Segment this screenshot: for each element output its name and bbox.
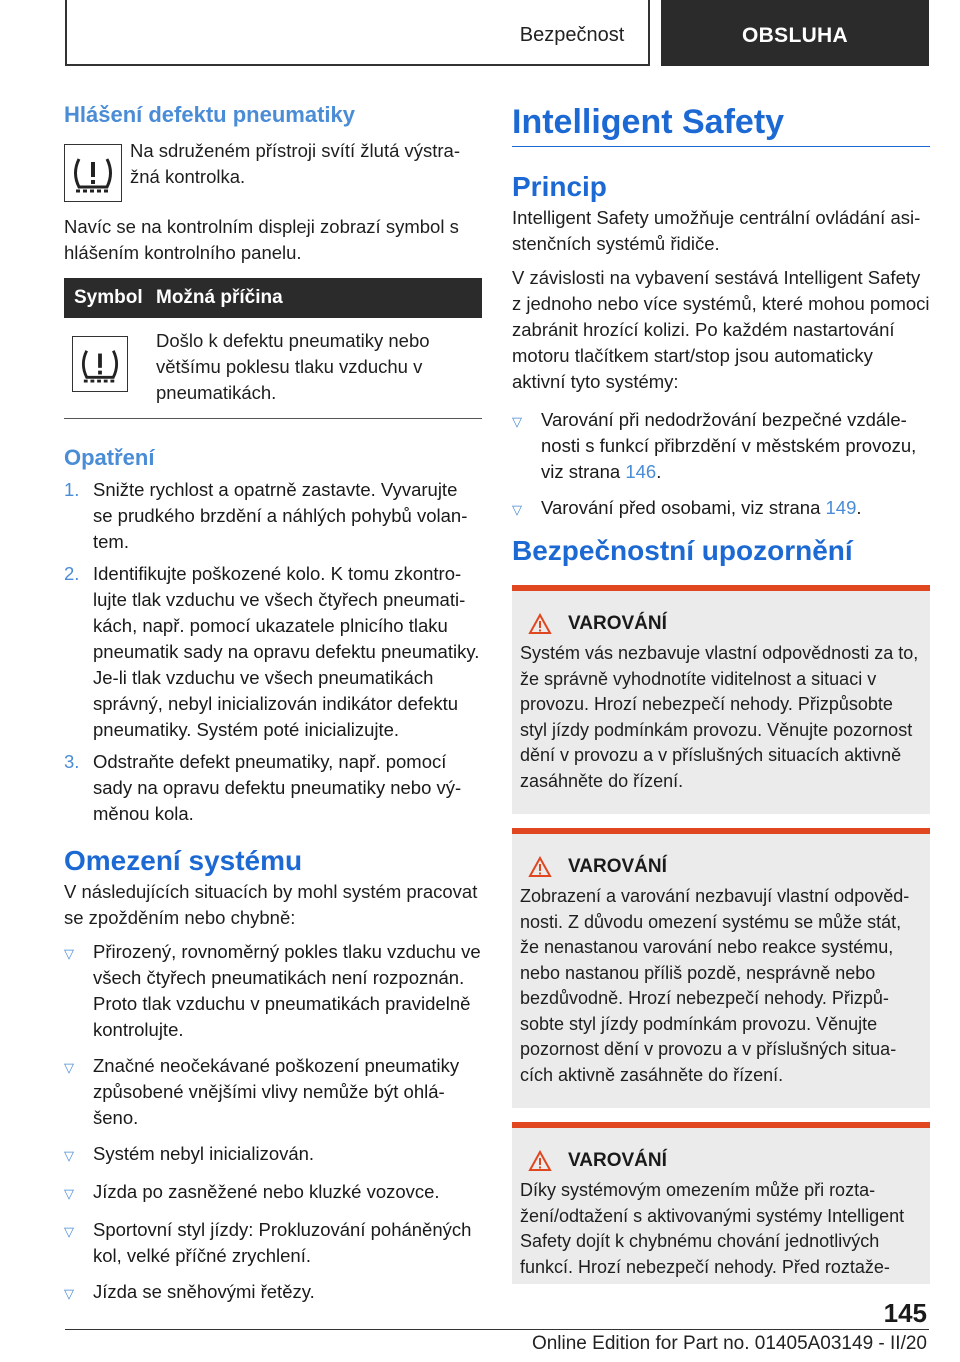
triangle-bullet-icon: ▽ [512,414,522,429]
cause-cell: Došlo k defektu pneumatiky nebo většímu poklesu tlaku vzduchu v pneumatikách. [156,330,430,403]
section-title: Intelligent Safety [512,103,785,141]
tire-pressure-warning-icon [72,336,128,392]
limit-text: Jízda po zasněžené nebo kluzké vozovce. [93,1181,440,1202]
warning-label: VAROVÁNÍ [568,856,667,877]
list-item [512,495,930,523]
limits-heading: Omezení systému [64,845,303,876]
triangle-bullet-icon: ▽ [64,1148,74,1163]
header-chapter-tab: OBSLUHA [661,0,929,66]
triangle-bullet-icon: ▽ [64,1286,74,1301]
footer-divider [65,1329,929,1330]
table-row [64,318,482,419]
cause-column-header: Možná příčina [156,287,283,308]
limit-text: Systém nebyl inicializován. [93,1143,315,1164]
warning-label: VAROVÁNÍ [568,1150,667,1171]
limits-list [64,939,482,1307]
list-item [64,1053,482,1131]
warning-label: VAROVÁNÍ [568,613,667,634]
symbol-column-header: Symbol [74,287,143,308]
right-column [512,100,930,1284]
warning-triangle-icon [528,613,552,635]
spacer [512,1108,930,1122]
warning-text: Díky systémovým omezením může při roztažení/odtažení s aktivovanými systémy Intelligent Safety dojít k chybnému chování jednotlivých funkcí. Hrozí nebezpečí nehody. Před roztaže- [520,1180,905,1277]
warning-title [520,1150,922,1172]
system-tail: . [656,461,662,482]
header-section-title: Bezpečnost [496,0,650,66]
step-number: 1. [64,479,80,500]
triangle-bullet-icon: ▽ [64,1224,74,1239]
steps-list [64,477,482,827]
limit-text: Přirozený, rovnoměrný pokles tlaku vzduchu ve všech čtyřech pneumatikách není rozpoznán. Proto tlak vzduchu v pneumatikách pravidelně kontrolujte. [93,941,481,1040]
list-item [64,1141,482,1169]
warning-triangle-icon [528,1150,552,1172]
symbol-table-header [64,278,482,318]
step-number: 2. [64,563,80,584]
safety-heading: Bezpečnostní upozornění [512,535,853,566]
warning-text: Systém vás nezbavuje vlastní odpovědnosti za to, že správně vyhodnotíte viditelnost a situaci v provozu. Hrozí nebezpečí nehody. Přizpůsobte styl jízdy podmínkám provozu. Věnujte pozornost dění v provozu a v příslušných situacích aktivně zasáhněte do řízení. [520,643,919,791]
warning-box [512,585,930,814]
step-text: Snižte rychlost a opatrně zastavte. Vyvarujte se prudkého brzdění a náhlých pohybů volantem. [93,479,468,552]
page-link-149[interactable]: 149 [825,497,857,518]
list-item [64,561,482,743]
tire-pressure-warning-icon [64,144,122,202]
step-text: Odstraňte defekt pneumatiky, např. pomocí sady na opravu defektu pneumatiky nebo výměnou kola. [93,751,462,824]
step-text: Identifikujte poškozené kolo. K tomu zkontrolujte tlak vzduchu ve všech čtyřech pneumatikách, např. pomocí ukazatele plnicího tlaku pneumatik sady na opravu defektu pneumatiky. Je-li tlak vzduchu ve všech pneumatikách správný, nebyl inicializován indikátor defektu pneumatiky. Systém poté inicializujte. [93,563,480,740]
warning-triangle-icon [528,856,552,878]
opatreni-heading: Opatření [64,445,155,470]
tpms-heading: Hlášení defektu pneumatiky [64,102,355,127]
list-item [64,939,482,1043]
title-underline [512,146,930,147]
warning-box [512,1122,930,1284]
limit-text: Sportovní styl jízdy: Prokluzování poháněných kol, velké příčné zrychlení. [93,1219,472,1266]
triangle-bullet-icon: ▽ [64,1060,74,1075]
footer-edition: Online Edition for Part no. 01405A03149 - II/20 [531,1333,927,1354]
warning-title [520,613,922,635]
limit-text: Značné neočekávané poškození pneumatiky způsobené vnějšími vlivy nemůže být ohlášeno. [93,1055,460,1128]
list-item [64,477,482,555]
limits-intro-text: V následujících situacích by mohl systém pracovat se zpožděním nebo chybně: [64,881,478,928]
warning-text: Zobrazení a varování nezbavují vlastní odpovědnosti. Z důvodu omezení systému se může stát, že nenastanou varování nebo reakce systému, nebo nastanou příliš pozdě, nesprávně nebo bezdůvodně. Hrozí nebezpečí nehody. Přizpůsobte styl jízdy podmínkám provozu. Věnujte pozornost dění v provozu a v příslušných situacích aktivně zasáhněte do řízení. [520,886,910,1085]
step-number: 3. [64,751,80,772]
limit-text: Jízda se sněhovými řetězy. [93,1281,315,1302]
tpms-intro-text: Na sdruženém přístroji svítí žlutá výstražná kontrolka. [130,140,461,187]
symbol-table [64,278,482,419]
warning-box [512,828,930,1108]
princip-paragraph-2: V závislosti na vybavení sestává Intelligent Safety z jednoho nebo více systémů, které mohou pomoci zabránit hrozící kolizi. Po každém nastartování motoru tlačítkem start/stop jsou automaticky aktivní tyto systémy: [512,267,930,392]
system-tail: . [856,497,862,518]
triangle-bullet-icon: ▽ [64,946,74,961]
page-number: 145 [883,1298,927,1328]
princip-paragraph-1: Intelligent Safety umožňuje centrální ovládání asistenčních systémů řidiče. [512,207,921,254]
list-item [64,749,482,827]
spacer [512,814,930,828]
left-column [64,100,482,1317]
list-item [64,1217,482,1269]
triangle-bullet-icon: ▽ [64,1186,74,1201]
list-item [64,1179,482,1207]
list-item [512,407,930,485]
tpms-indicator-block [64,138,482,202]
system-text: Varování při nedodržování bezpečné vzdálenosti s funkcí přibrzdění v městském provozu, viz strana [541,409,917,482]
warning-title [520,856,922,878]
princip-heading: Princip [512,171,607,202]
tpms-display-text: Navíc se na kontrolním displeji zobrazí symbol s hlášením kontrolního panelu. [64,216,459,263]
list-item [64,1279,482,1307]
symbol-cell [64,328,156,406]
triangle-bullet-icon: ▽ [512,502,522,517]
systems-list [512,407,930,523]
system-text: Varování před osobami, viz strana [541,497,826,518]
page-link-146[interactable]: 146 [625,461,657,482]
